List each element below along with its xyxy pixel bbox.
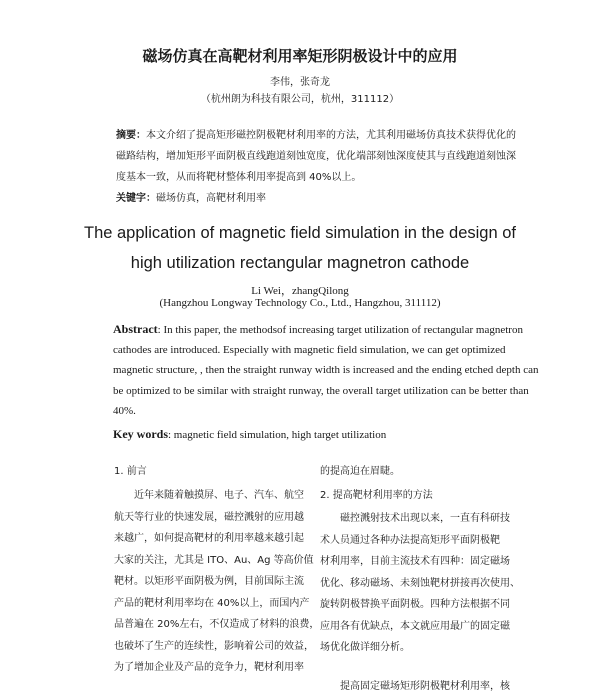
paragraph-line: 的提高迫在眉睫。 xyxy=(320,466,400,477)
cn-keywords xyxy=(116,189,266,204)
cn-abstract-line: 度基本一致，从而将靶材整体利用率提高到 40%以上。 xyxy=(116,172,362,183)
en-abstract-line: : In this paper, the methodsof increasing target utilization of rectangular magnetron xyxy=(157,324,523,336)
cn-abstract xyxy=(116,126,516,141)
paragraph-line: 靶材。以矩形平面阴极为例，目前国际主流 xyxy=(114,576,304,587)
paragraph-line: 磁控溅射技术出现以来，一直有科研技 xyxy=(340,513,510,524)
paragraph-line: 材利用率，目前主流技术有四种：固定磁场 xyxy=(320,556,510,567)
en-abstract-line: be optimized to be similar with straight runway, the overall target utilization can be better than xyxy=(113,385,529,397)
paragraph-line: 也破坏了生产的连续性，影响着公司的效益， xyxy=(114,640,314,652)
cn-abstract-line: 本文介绍了提高矩形磁控阴极靶材利用率的方法，尤其利用磁场仿真技术获得优化的 xyxy=(146,130,516,141)
cn-abstract-line: 磁路结构，增加矩形平面阴极直线跑道刻蚀宽度，优化端部刻蚀深度使其与直线跑道刻蚀深 xyxy=(116,151,516,162)
paragraph-line: 术人员通过各种办法提高矩形平面阴极靶 xyxy=(320,534,500,546)
en-title-line-2: high utilization rectangular magnetron cathode xyxy=(130,254,470,272)
section-heading-methods: 2. 提高靶材利用率的方法 xyxy=(320,490,433,501)
en-affiliation: (Hangzhou Longway Technology Co., Ltd., Hangzhou, 311112) xyxy=(159,297,441,309)
paragraph-line: 产品的靶材利用率均在 40%以上，而国内产 xyxy=(114,597,310,609)
cn-abstract-label: 摘要： xyxy=(116,130,146,141)
cn-keywords-label: 关键字： xyxy=(116,193,156,204)
right-column xyxy=(320,508,520,659)
en-abstract-line: 40%. xyxy=(113,405,136,417)
en-keywords-label: Key words xyxy=(113,427,168,441)
en-keywords xyxy=(113,427,386,442)
paragraph-line: 提高固定磁场矩形阴极靶材利用率，核 xyxy=(340,681,510,692)
en-title-line-1: The application of magnetic field simulation in the design of xyxy=(83,224,516,242)
paragraph-line: 应用各有优缺点，本文就应用最广的固定磁 xyxy=(320,620,510,632)
left-column xyxy=(114,485,319,679)
en-abstract-label: Abstract xyxy=(113,322,158,336)
paragraph-line: 来越广，如何提高靶材的利用率越来越引起 xyxy=(114,533,304,544)
paragraph-line: 为了增加企业及产品的竞争力，靶材利用率 xyxy=(114,662,304,673)
paragraph-line: 大家的关注，尤其是 ITO、Au、Ag 等高价值 xyxy=(114,554,314,566)
en-abstract-line: cathodes are introduced. Especially with magnetic field simulation, we can get optimized xyxy=(113,344,506,356)
en-authors: Li Wei，zhangQilong xyxy=(251,285,349,297)
paragraph-line: 优化、移动磁场、未刻蚀靶材拼接再次使用、 xyxy=(320,577,520,589)
en-abstract xyxy=(113,322,523,337)
paragraph-line: 旋转阴极替换平面阴极。四种方法根据不同 xyxy=(320,599,510,610)
section-heading-intro: 1. 前言 xyxy=(114,466,147,477)
en-abstract-line: magnetic structure, , then the straight runway width is increased and the ending etched depth can xyxy=(113,364,539,376)
en-keywords-text: : magnetic field simulation, high target utilization xyxy=(168,429,387,441)
paragraph-line: 航天等行业的快速发展，磁控溅射的应用越 xyxy=(114,511,304,523)
cn-authors: 李伟，张奇龙 xyxy=(270,77,330,88)
paragraph-line: 品普遍在 20%左右，不仅造成了材料的浪费， xyxy=(114,619,320,630)
paragraph-line: 近年来随着触摸屏、电子、汽车、航空 xyxy=(134,490,304,501)
cn-keywords-text: 磁场仿真，高靶材利用率 xyxy=(156,193,266,204)
cn-affiliation: （杭州朗为科技有限公司，杭州，311112） xyxy=(200,94,400,105)
paragraph-line: 场优化做详细分析。 xyxy=(320,642,410,653)
cn-title: 磁场仿真在高靶材利用率矩形阴极设计中的应用 xyxy=(142,47,458,65)
